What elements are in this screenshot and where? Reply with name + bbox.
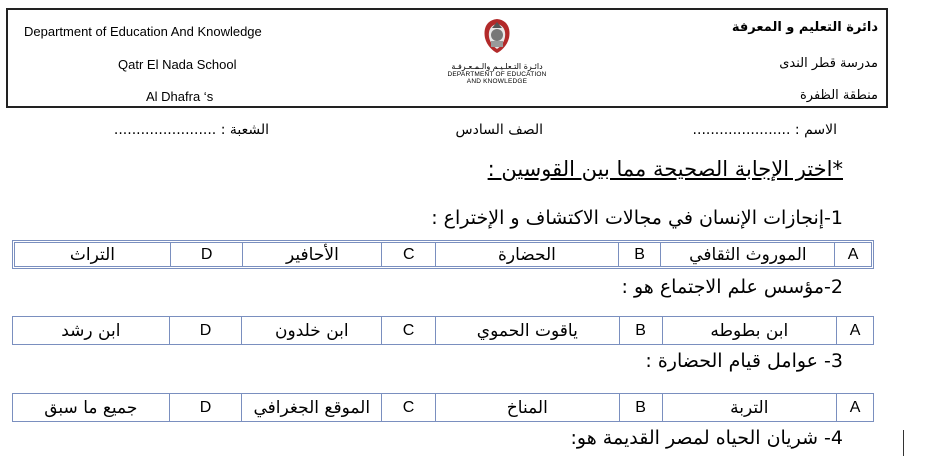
- question-4-text: 4- شريان الحياه لمصر القديمة هو:: [570, 427, 843, 449]
- option-d-letter: D: [169, 394, 242, 421]
- option-a-letter: A: [836, 394, 873, 421]
- student-name-field: الاسم : ......................: [692, 122, 837, 138]
- option-d-answer[interactable]: ابن رشد: [61, 320, 121, 341]
- question-1-options: [12, 240, 874, 269]
- department-logo: [432, 16, 562, 100]
- option-a-letter: A: [836, 317, 873, 344]
- option-c-letter: C: [381, 317, 435, 344]
- option-c-answer[interactable]: الأحافير: [242, 243, 381, 266]
- header-en-region: Al Dhafra ‘s: [146, 89, 214, 104]
- option-c-answer[interactable]: ابن خلدون: [241, 317, 381, 344]
- option-c-answer[interactable]: الموقع الجغرافي: [241, 394, 381, 421]
- logo-english-text-1: DEPARTMENT OF EDUCATION: [447, 71, 547, 78]
- header-en-school: Qatr El Nada School: [118, 57, 237, 72]
- option-c-letter: C: [381, 394, 435, 421]
- option-b-answer[interactable]: الحضارة: [435, 243, 618, 266]
- option-d-letter: D: [169, 317, 242, 344]
- option-b-letter: B: [618, 243, 661, 266]
- emblem-icon: [477, 16, 517, 56]
- grade-label: الصف السادس: [455, 122, 543, 138]
- option-c-letter: C: [381, 243, 435, 266]
- section-field: الشعبة : .......................: [113, 122, 269, 138]
- option-d-letter: D: [170, 243, 243, 266]
- question-2-options: [12, 316, 874, 345]
- header-ar-region: منطقة الظفرة: [799, 88, 878, 103]
- logo-arabic-text: دائـرة التـعلـيـم والـمـعـرفـة: [451, 62, 543, 71]
- question-3-options: [12, 393, 874, 422]
- header-ar-department: دائرة التعليم و المعرفة: [731, 20, 878, 35]
- page-edge-line: [903, 430, 904, 456]
- option-a-answer[interactable]: ابن بطوطه: [662, 317, 837, 344]
- header-ar-school: مدرسة قطر الندى: [779, 56, 878, 71]
- logo-english-text-2: AND KNOWLEDGE: [466, 78, 528, 85]
- option-a-letter: A: [834, 243, 871, 266]
- option-b-letter: B: [619, 317, 662, 344]
- question-1-text: 1-إنجازات الإنسان في مجالات الاكتشاف و الإختراع :: [431, 207, 843, 229]
- option-b-answer[interactable]: ياقوت الحموي: [435, 317, 619, 344]
- option-d-answer[interactable]: جميع ما سبق: [44, 397, 138, 418]
- instructions-heading: *اختر الإجابة الصحيحة مما بين القوسين :: [487, 157, 843, 181]
- option-d-answer[interactable]: التراث: [69, 244, 116, 265]
- option-b-answer[interactable]: المناخ: [435, 394, 619, 421]
- option-a-answer[interactable]: الموروث الثقافي: [660, 243, 834, 266]
- option-b-letter: B: [619, 394, 662, 421]
- question-2-text: 2-مؤسس علم الاجتماع هو :: [621, 276, 843, 298]
- option-a-answer[interactable]: التربة: [662, 394, 837, 421]
- question-3-text: 3- عوامل قيام الحضارة :: [645, 350, 843, 372]
- header-en-department: Department of Education And Knowledge: [24, 24, 262, 39]
